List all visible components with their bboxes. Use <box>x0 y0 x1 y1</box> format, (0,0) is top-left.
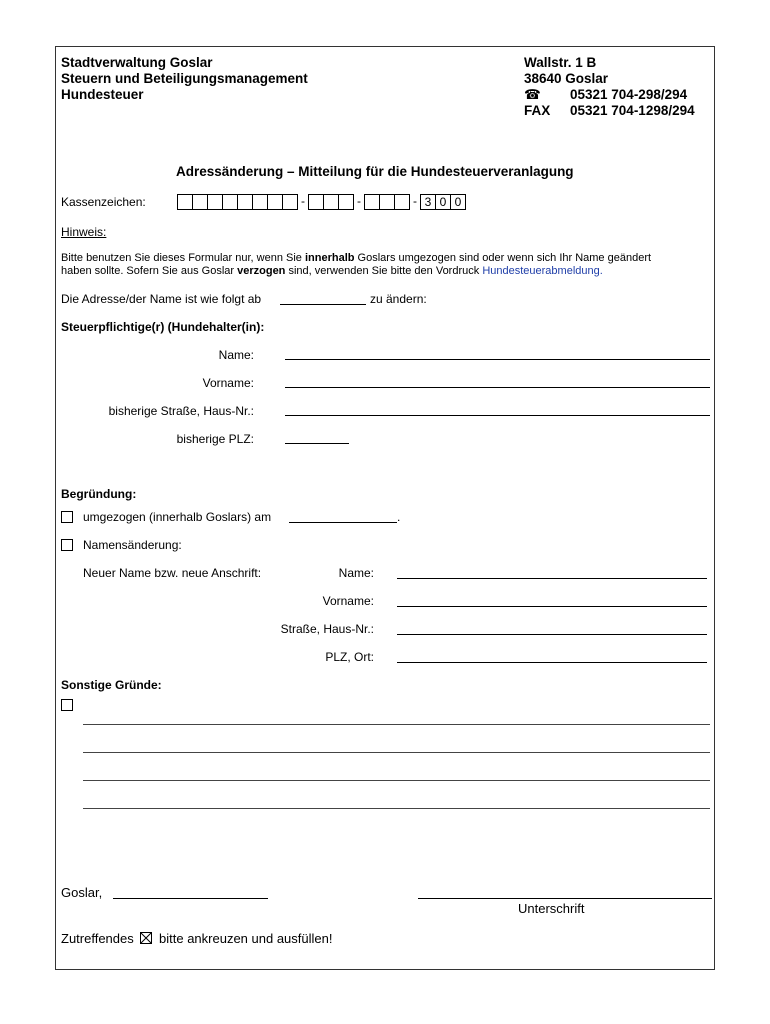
kassenzeichen-digit-box[interactable] <box>267 194 283 210</box>
taxpayer-vorname-label: Vorname: <box>202 376 254 390</box>
kassenzeichen-digit-box[interactable] <box>364 194 380 210</box>
signature-label: Unterschrift <box>518 901 585 916</box>
moved-label: umgezogen (innerhalb Goslars) am <box>83 510 272 524</box>
moved-date-field[interactable] <box>289 522 397 523</box>
moved-period: . <box>397 510 401 524</box>
kassenzeichen-digit-box[interactable] <box>207 194 223 210</box>
fax-number: 05321 704-1298/294 <box>570 103 695 118</box>
other-reasons-line-1[interactable] <box>83 724 710 725</box>
kassenzeichen-digit-box[interactable] <box>222 194 238 210</box>
kassenzeichen-digit-box[interactable] <box>338 194 354 210</box>
footer-instruction: Zutreffendes bitte ankreuzen und ausfüllen! <box>61 931 333 946</box>
other-reasons-heading: Sonstige Gründe: <box>61 678 162 692</box>
signature-field[interactable] <box>418 898 712 899</box>
moved-checkbox[interactable] <box>61 511 73 523</box>
change-date-field[interactable] <box>280 304 366 305</box>
kassenzeichen-label: Kassenzeichen: <box>61 195 146 209</box>
signature-date-field[interactable] <box>113 898 268 899</box>
new-street-label: Straße, Haus-Nr.: <box>280 622 374 636</box>
crossed-checkbox-icon <box>140 932 152 944</box>
kassenzeichen-digit-box[interactable] <box>282 194 298 210</box>
new-name-label: Name: <box>338 566 374 580</box>
new-vorname-field[interactable] <box>397 606 707 607</box>
hint-heading: Hinweis: <box>61 225 107 239</box>
kassenzeichen-digit-box[interactable]: 0 <box>435 194 451 210</box>
taxpayer-plz-field[interactable] <box>285 443 349 444</box>
kassenzeichen-separator: - <box>301 194 305 208</box>
new-name-heading: Neuer Name bzw. neue Anschrift: <box>83 566 262 580</box>
department-name: Steuern und Beteiligungsmanagement <box>61 71 308 86</box>
taxpayer-street-field[interactable] <box>285 415 710 416</box>
other-reasons-line-2[interactable] <box>83 752 710 753</box>
taxpayer-street-label: bisherige Straße, Haus-Nr.: <box>108 404 254 418</box>
taxpayer-name-label: Name: <box>218 348 254 362</box>
reason-heading: Begründung: <box>61 487 137 501</box>
change-date-suffix: zu ändern: <box>370 292 427 306</box>
kassenzeichen-input[interactable] <box>178 194 466 210</box>
address-street: Wallstr. 1 B <box>524 55 597 70</box>
new-plz-ort-field[interactable] <box>397 662 707 663</box>
change-date-prefix: Die Adresse/der Name ist wie folgt ab <box>61 292 262 306</box>
kassenzeichen-digit-box[interactable] <box>252 194 268 210</box>
kassenzeichen-separator: - <box>413 194 417 208</box>
hundesteuerabmeldung-link[interactable]: Hundesteuerabmeldung. <box>482 265 603 277</box>
phone-number: 05321 704-298/294 <box>570 87 688 102</box>
authority-name: Stadtverwaltung Goslar <box>61 55 213 70</box>
new-vorname-label: Vorname: <box>322 594 374 608</box>
hint-text-line-2: haben sollte. Sofern Sie aus Goslar verzogen sind, verwenden Sie bitte den Vordruck Hundesteuerabmeldung. <box>61 265 603 277</box>
fax-label: FAX <box>524 103 551 118</box>
kassenzeichen-digit-box[interactable] <box>394 194 410 210</box>
kassenzeichen-digit-box[interactable] <box>323 194 339 210</box>
telephone-icon: ☎ <box>524 87 541 102</box>
other-reasons-line-4[interactable] <box>83 808 710 809</box>
signature-place: Goslar, <box>61 885 103 900</box>
kassenzeichen-digit-box[interactable] <box>237 194 253 210</box>
kassenzeichen-digit-box[interactable]: 3 <box>420 194 436 210</box>
name-change-checkbox[interactable] <box>61 539 73 551</box>
hint-text-line-1: Bitte benutzen Sie dieses Formular nur, wenn Sie innerhalb Goslars umgezogen sind oder wenn sich Ihr Name geändert <box>61 252 652 264</box>
form-title: Adressänderung – Mitteilung für die Hundesteuerveranlagung <box>176 164 574 179</box>
other-reasons-line-3[interactable] <box>83 780 710 781</box>
form-page <box>55 46 715 970</box>
other-reasons-checkbox[interactable] <box>61 699 73 711</box>
kassenzeichen-digit-box[interactable] <box>308 194 324 210</box>
subject-name: Hundesteuer <box>61 87 144 102</box>
address-city: 38640 Goslar <box>524 71 609 86</box>
kassenzeichen-digit-box[interactable] <box>192 194 208 210</box>
taxpayer-heading: Steuerpflichtige(r) (Hundehalter(in): <box>61 320 265 334</box>
kassenzeichen-digit-box[interactable] <box>177 194 193 210</box>
kassenzeichen-digit-box[interactable] <box>379 194 395 210</box>
name-change-label: Namensänderung: <box>83 538 182 552</box>
new-name-field[interactable] <box>397 578 707 579</box>
new-plz-ort-label: PLZ, Ort: <box>325 650 374 664</box>
taxpayer-name-field[interactable] <box>285 359 710 360</box>
taxpayer-vorname-field[interactable] <box>285 387 710 388</box>
kassenzeichen-separator: - <box>357 194 361 208</box>
kassenzeichen-digit-box[interactable]: 0 <box>450 194 466 210</box>
taxpayer-plz-label: bisherige PLZ: <box>176 432 254 446</box>
new-street-field[interactable] <box>397 634 707 635</box>
